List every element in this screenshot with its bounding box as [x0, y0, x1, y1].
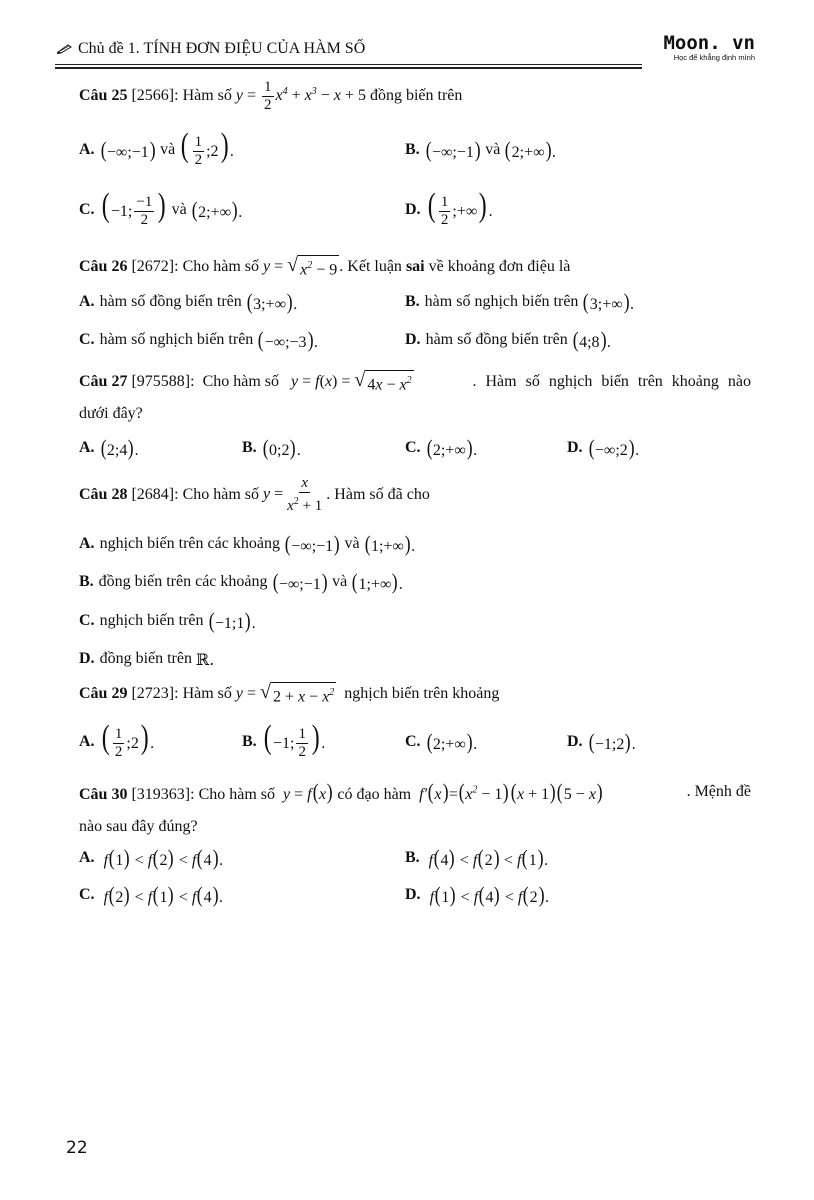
- option-b[interactable]: [242, 428, 301, 468]
- brand-logo: [663, 33, 755, 63]
- stem-text: nào sau đây đúng?: [79, 818, 198, 835]
- formula: f(2) < f(1) < f(4).: [103, 882, 223, 907]
- formula: (3;+∞).: [246, 289, 298, 314]
- option-c[interactable]: [79, 186, 243, 230]
- option-label: C.: [405, 439, 421, 456]
- formula: ( $\frac{1}{2}$ ;2) .: [180, 126, 234, 169]
- page-header: [55, 28, 755, 68]
- option-label: B.: [405, 141, 420, 158]
- option-label: D.: [567, 733, 583, 750]
- formula: y = √ $x^2 - 9$: [263, 254, 338, 279]
- formula: y = $\frac{x}{x^2 + 1}$: [263, 475, 323, 514]
- option-label: B.: [405, 849, 420, 866]
- stem-text: đồng biến trên: [369, 87, 463, 104]
- formula: y = $\frac{1}{2}$ $x^4 + x^3 - x + 5$: [235, 78, 366, 113]
- formula: f(1) < f(2) < f(4).: [103, 845, 223, 870]
- option-label: A.: [79, 733, 95, 750]
- stem-text: có đạo hàm: [337, 786, 412, 803]
- option-text: và: [332, 573, 348, 590]
- formula: (0;2).: [262, 435, 301, 460]
- option-label: B.: [242, 733, 257, 750]
- option-d[interactable]: [405, 186, 493, 230]
- formula: (2;+∞).: [191, 197, 243, 222]
- option-text: hàm số đồng biến trên: [99, 293, 242, 310]
- stem-text: . Kết luận: [339, 258, 402, 275]
- option-label: A.: [79, 439, 95, 456]
- option-label: D.: [405, 886, 421, 903]
- option-a[interactable]: [79, 838, 223, 878]
- option-text: hàm số nghịch biến trên: [99, 331, 254, 348]
- formula: (1;+∞).: [351, 569, 403, 594]
- option-text: và: [171, 201, 187, 218]
- stem-text: . Hàm số nghịch biến trên khoảng nào: [472, 373, 751, 390]
- question-26: [79, 249, 751, 285]
- option-label: D.: [405, 201, 421, 218]
- option-text: và: [344, 535, 360, 552]
- formula: (−∞;−1): [284, 531, 340, 556]
- question-27: [79, 364, 751, 428]
- option-c[interactable]: [405, 428, 477, 468]
- formula: (−∞;2).: [588, 435, 640, 460]
- question-code: [319363]:: [131, 786, 195, 803]
- option-a[interactable]: [79, 524, 415, 564]
- formula: y = f(x): [283, 779, 333, 804]
- stem-text: . Mệnh đề: [686, 783, 751, 800]
- stem-text: Cho hàm số: [202, 373, 280, 391]
- question-number: Câu 25: [79, 87, 128, 104]
- formula: ( $\frac{1}{2}$ ;+∞) .: [427, 186, 493, 229]
- option-b[interactable]: [405, 282, 634, 322]
- option-d[interactable]: [567, 722, 636, 762]
- stem-text: Hàm số: [182, 685, 232, 702]
- option-text: nghịch biến trên các khoảng: [99, 535, 280, 552]
- option-label: D.: [405, 331, 421, 348]
- option-label: C.: [79, 612, 95, 629]
- page-number: 22: [66, 1138, 88, 1158]
- formula: (4;8).: [572, 327, 611, 352]
- option-text: đồng biến trên: [99, 650, 192, 667]
- option-text: nghịch biến trên: [99, 612, 204, 629]
- option-d[interactable]: [405, 320, 611, 360]
- formula: ℝ.: [195, 649, 215, 669]
- topic-heading: [57, 40, 365, 58]
- option-d[interactable]: [79, 639, 214, 679]
- option-c[interactable]: [79, 320, 318, 360]
- formula: (−∞;−1): [425, 137, 481, 162]
- option-label: B.: [405, 293, 420, 310]
- option-d[interactable]: [567, 428, 639, 468]
- option-text: và: [485, 141, 501, 158]
- formula: (2;+∞).: [426, 435, 478, 460]
- question-number: Câu 27: [79, 373, 128, 391]
- formula: (−∞;−1): [272, 569, 328, 594]
- header-rule-thick: [55, 67, 642, 69]
- question-code: [2684]:: [131, 486, 179, 503]
- emphasis-text: sai: [405, 258, 425, 275]
- stem-text: nghịch biến trên khoảng: [344, 685, 500, 702]
- option-b[interactable]: [405, 130, 556, 170]
- question-code: [975588]:: [131, 373, 195, 391]
- formula: (2;+∞).: [426, 729, 478, 754]
- option-b[interactable]: [405, 838, 548, 878]
- stem-text: Hàm số: [182, 87, 232, 104]
- formula: ( −1; $\frac{-1}{2}$ ): [101, 186, 166, 229]
- option-text: hàm số nghịch biến trên: [424, 293, 579, 310]
- option-c[interactable]: [79, 875, 223, 915]
- pencil-icon: [57, 43, 72, 54]
- formula: ( $\frac{1}{2}$ ;2) .: [101, 718, 155, 761]
- question-number: Câu 28: [79, 486, 128, 503]
- question-number: Câu 29: [79, 685, 128, 702]
- question-code: [2723]:: [131, 685, 179, 702]
- topic-text: Chủ đề 1. TÍNH ĐƠN ĐIỆU CỦA HÀM SỐ: [78, 40, 366, 57]
- brand-tagline: Học để khẳng định mình: [673, 53, 755, 62]
- formula: (−∞;−1): [100, 137, 156, 162]
- stem-text: về khoảng đơn điệu là: [428, 258, 571, 275]
- formula: (2;4).: [100, 435, 139, 460]
- stem-text: Cho hàm số: [182, 258, 260, 275]
- option-label: B.: [79, 573, 94, 590]
- option-label: C.: [79, 331, 95, 348]
- formula: ( −1; $\frac{1}{2}$ ) .: [263, 718, 326, 761]
- question-28: [79, 477, 751, 513]
- question-code: [2566]:: [131, 87, 179, 104]
- formula: (1;+∞).: [364, 531, 416, 556]
- question-code: [2672]:: [131, 258, 179, 275]
- option-label: D.: [567, 439, 583, 456]
- option-d[interactable]: [405, 875, 549, 915]
- option-b[interactable]: [79, 562, 403, 602]
- option-label: A.: [79, 141, 95, 158]
- formula: (−1;1).: [208, 608, 256, 633]
- formula: (2;+∞).: [505, 137, 556, 162]
- formula: $f'(x)=(x^2 - 1)(x + 1)(5 - x)$: [419, 779, 603, 804]
- option-label: B.: [242, 439, 257, 456]
- question-29: [79, 676, 751, 712]
- formula: f(1) < f(4) < f(2).: [429, 882, 549, 907]
- question-30: [79, 774, 751, 844]
- stem-text: Cho hàm số: [182, 486, 260, 503]
- option-text: đồng biến trên các khoảng: [98, 573, 268, 590]
- option-a[interactable]: [79, 428, 139, 468]
- option-text: và: [160, 141, 176, 158]
- formula: f(4) < f(2) < f(1).: [428, 845, 549, 870]
- question-number: Câu 26: [79, 258, 128, 275]
- header-rule: [55, 64, 642, 65]
- formula: y = f(x) = √ $4x - x^2$: [291, 369, 412, 394]
- stem-text: dưới đây?: [79, 405, 143, 422]
- option-label: C.: [405, 733, 421, 750]
- option-label: D.: [79, 650, 95, 667]
- option-label: C.: [79, 886, 95, 903]
- question-number: Câu 30: [79, 786, 128, 803]
- option-label: A.: [79, 849, 95, 866]
- option-c[interactable]: [405, 722, 477, 762]
- option-a[interactable]: [79, 282, 297, 322]
- formula: y = √ $2 + x - x^2$: [235, 681, 335, 706]
- formula: (−1;2).: [588, 729, 636, 754]
- option-label: C.: [79, 201, 95, 218]
- option-label: A.: [79, 535, 95, 552]
- option-text: hàm số đồng biến trên: [425, 331, 568, 348]
- option-b[interactable]: [242, 718, 326, 762]
- question-25: [79, 78, 751, 114]
- option-a[interactable]: [79, 718, 155, 762]
- brand-name: Moon. vn: [663, 32, 755, 54]
- option-a[interactable]: [79, 126, 234, 170]
- stem-text: Cho hàm số: [198, 786, 276, 803]
- option-c[interactable]: [79, 601, 256, 641]
- stem-text: . Hàm số đã cho: [326, 486, 430, 503]
- option-label: A.: [79, 293, 95, 310]
- formula: (3;+∞).: [583, 289, 634, 314]
- formula: (−∞;−3).: [258, 327, 318, 352]
